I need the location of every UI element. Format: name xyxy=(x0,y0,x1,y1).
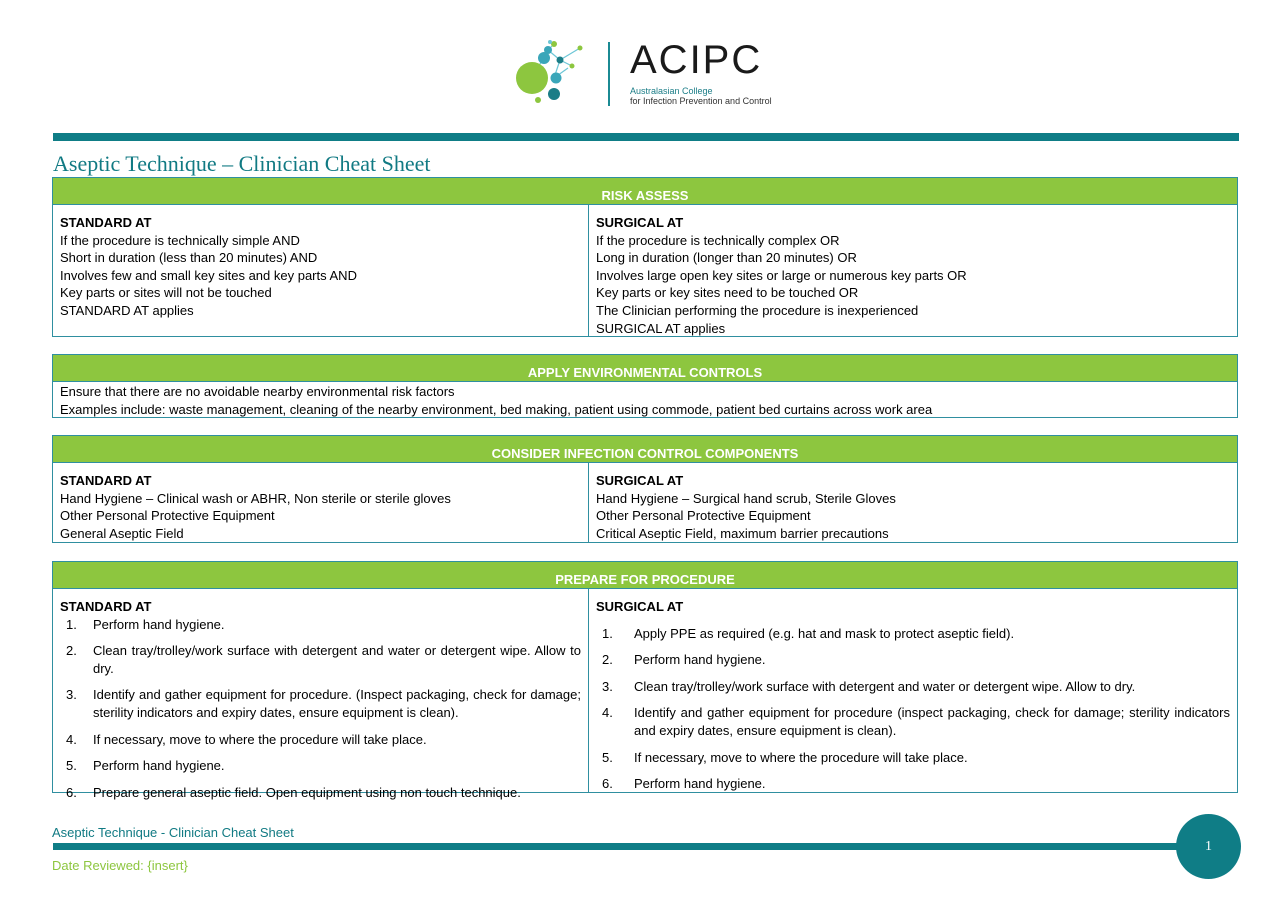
text-line: If the procedure is technically simple AND xyxy=(60,232,300,248)
text-line: General Aseptic Field xyxy=(60,525,184,541)
text-line: Involves few and small key sites and key parts AND xyxy=(60,267,357,283)
list-item xyxy=(60,686,581,721)
logo-subtitle-line2: for Infection Prevention and Control xyxy=(630,96,772,106)
list-item xyxy=(60,642,581,677)
step-number: 3. xyxy=(602,678,613,694)
text-line: Other Personal Protective Equipment xyxy=(60,508,275,524)
step-number: 1. xyxy=(66,616,77,632)
section-heading: CONSIDER INFECTION CONTROL COMPONENTS xyxy=(53,436,1237,463)
environmental-controls-section xyxy=(52,354,1238,418)
text-line: Hand Hygiene – Clinical wash or ABHR, Non sterile or sterile gloves xyxy=(60,490,451,506)
step-text: Identify and gather equipment for procedure. (Inspect packaging, check for damage; sterility indicators and expiry dates, ensure equipment is clean). xyxy=(93,687,581,720)
text-line: Critical Aseptic Field, maximum barrier precautions xyxy=(596,525,889,541)
standard-at-column xyxy=(53,589,589,800)
page-title: Aseptic Technique – Clinician Cheat Sheet xyxy=(53,151,431,176)
page-number-badge: 1 xyxy=(1176,814,1241,879)
text-line: Hand Hygiene – Surgical hand scrub, Sterile Gloves xyxy=(596,490,896,506)
logo-subtitle xyxy=(630,86,772,106)
standard-steps-list xyxy=(60,616,581,802)
list-item xyxy=(596,749,1230,767)
step-number: 3. xyxy=(66,687,77,703)
list-item xyxy=(596,704,1230,739)
logo-name: ACIPC xyxy=(630,38,763,82)
step-text: Perform hand hygiene. xyxy=(93,758,225,774)
step-text: Prepare general aseptic field. Open equipment using non touch technique. xyxy=(93,784,521,800)
surgical-at-column xyxy=(589,205,1237,337)
column-header: SURGICAL AT xyxy=(596,599,684,614)
text-line: Ensure that there are no avoidable nearby environmental risk factors xyxy=(60,384,455,399)
list-item xyxy=(596,625,1230,643)
section-heading: APPLY ENVIRONMENTAL CONTROLS xyxy=(53,355,1237,382)
step-number: 6. xyxy=(602,776,613,792)
step-text: Perform hand hygiene. xyxy=(634,652,766,668)
list-item xyxy=(596,678,1230,696)
text-line: Key parts or key sites need to be touched OR xyxy=(596,285,859,301)
text-line: Examples include: waste management, cleaning of the nearby environment, bed making, patient using commode, patient bed curtains across work area xyxy=(60,401,933,417)
step-number: 5. xyxy=(66,758,77,774)
section-heading: RISK ASSESS xyxy=(53,178,1237,205)
step-number: 5. xyxy=(602,749,613,765)
list-item xyxy=(60,731,581,749)
text-line: Other Personal Protective Equipment xyxy=(596,508,811,524)
surgical-at-column xyxy=(589,463,1237,543)
logo-divider xyxy=(608,42,610,106)
standard-at-column xyxy=(53,205,589,337)
footer-title: Aseptic Technique - Clinician Cheat Sheet xyxy=(52,825,294,840)
step-number: 6. xyxy=(66,784,77,800)
column-header: SURGICAL AT xyxy=(596,473,684,488)
text-line: Involves large open key sites or large or numerous key parts OR xyxy=(596,267,967,283)
infection-control-section xyxy=(52,435,1238,543)
text-line: The Clinician performing the procedure is inexperienced xyxy=(596,302,919,318)
step-text: Identify and gather equipment for procedure (inspect packaging, check for damage; sterility indicators and expiry dates, ensure equipment is clean). xyxy=(634,705,1230,738)
date-reviewed: Date Reviewed: {insert} xyxy=(52,858,188,873)
step-text: Perform hand hygiene. xyxy=(93,616,225,632)
list-item xyxy=(60,616,581,634)
step-number: 4. xyxy=(66,731,77,747)
list-item xyxy=(60,757,581,775)
step-number: 2. xyxy=(602,652,613,668)
text-line: Long in duration (longer than 20 minutes) OR xyxy=(596,250,857,266)
logo-wordmark xyxy=(630,40,772,106)
acipc-logo xyxy=(510,38,610,110)
step-text: Clean tray/trolley/work surface with detergent and water or detergent wipe. Allow to dry. xyxy=(93,643,581,676)
text-line: STANDARD AT applies xyxy=(60,302,194,318)
step-text: Clean tray/trolley/work surface with detergent and water or detergent wipe. Allow to dry. xyxy=(634,678,1136,694)
risk-assess-section xyxy=(52,177,1238,337)
list-item xyxy=(596,651,1230,669)
column-header: STANDARD AT xyxy=(60,473,152,488)
column-header: STANDARD AT xyxy=(60,599,152,614)
logo-subtitle-line1: Australasian College xyxy=(630,86,713,96)
header-bar xyxy=(53,133,1239,141)
standard-at-column xyxy=(53,463,589,543)
step-number: 4. xyxy=(602,705,613,721)
step-number: 2. xyxy=(66,643,77,659)
footer-bar xyxy=(53,843,1203,850)
step-number: 1. xyxy=(602,625,613,641)
column-header: STANDARD AT xyxy=(60,215,152,230)
list-item xyxy=(596,775,1230,793)
text-line: Short in duration (less than 20 minutes) AND xyxy=(60,250,318,266)
environmental-text xyxy=(53,382,1237,418)
surgical-steps-list xyxy=(596,625,1230,793)
step-text: If necessary, move to where the procedure will take place. xyxy=(93,731,427,747)
step-text: Perform hand hygiene. xyxy=(634,776,766,792)
column-header: SURGICAL AT xyxy=(596,215,684,230)
step-text: If necessary, move to where the procedure will take place. xyxy=(634,749,968,765)
prepare-procedure-section xyxy=(52,561,1238,800)
text-line: If the procedure is technically complex OR xyxy=(596,232,840,248)
section-heading: PREPARE FOR PROCEDURE xyxy=(53,562,1237,589)
step-text: Apply PPE as required (e.g. hat and mask to protect aseptic field). xyxy=(634,625,1015,641)
text-line: SURGICAL AT applies xyxy=(596,320,726,336)
surgical-at-column xyxy=(589,589,1237,793)
text-line: Key parts or sites will not be touched xyxy=(60,285,272,301)
list-item xyxy=(60,784,581,802)
